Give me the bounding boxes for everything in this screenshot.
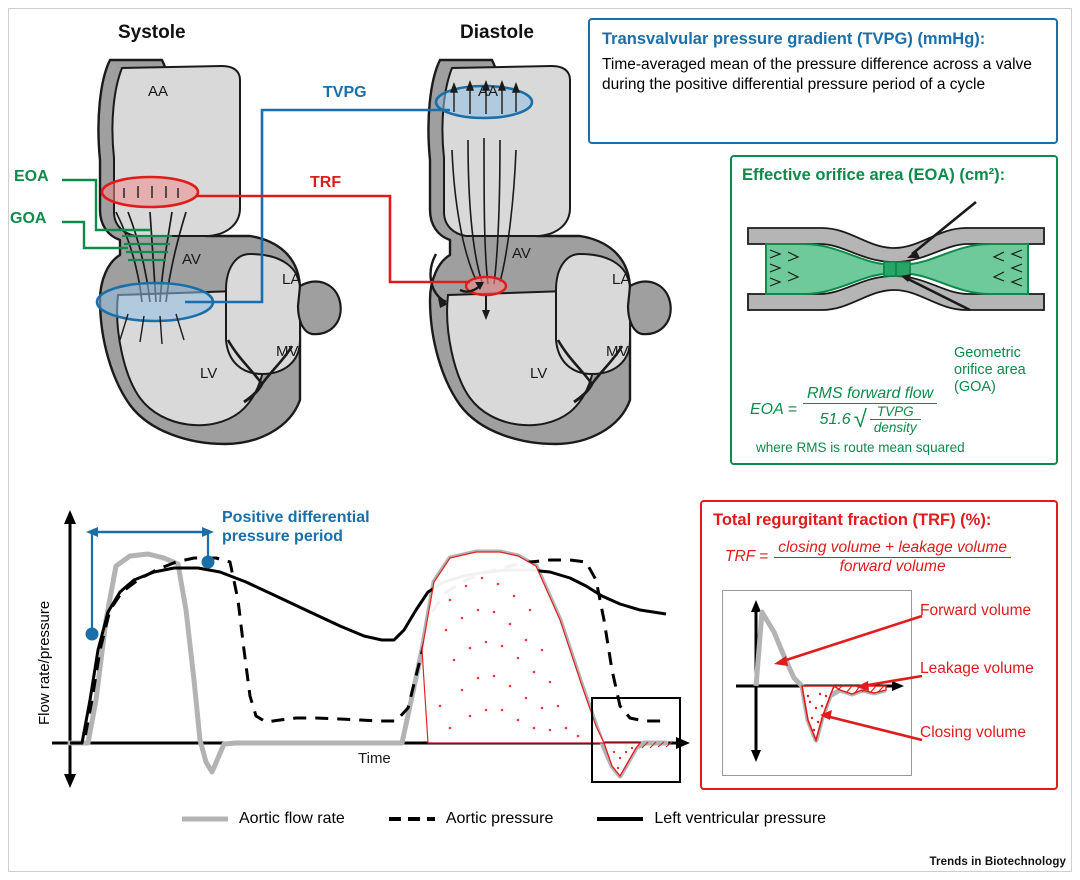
trf-formula-numerator: closing volume + leakage volume [778, 538, 1007, 556]
svg-text:MV: MV [606, 343, 629, 360]
legend-swatch-dashed-black [387, 813, 437, 825]
trf-formula-lhs: TRF = [725, 548, 769, 566]
trf-formula-fraction [774, 539, 1011, 576]
graph-annotation [222, 508, 370, 546]
legend-swatch-solid-gray [180, 813, 230, 825]
eoa-formula-numerator: RMS forward flow [806, 385, 934, 402]
eoa-formula [750, 385, 937, 435]
eoa-formula-lhs: EOA = [750, 401, 797, 418]
panel-eoa [730, 155, 1058, 465]
svg-text:AA: AA [478, 83, 499, 100]
svg-text:MV: MV [276, 343, 299, 360]
legend-item-lv-pressure [595, 810, 826, 828]
eoa-formula-den-prefix: 51.6 [819, 410, 851, 428]
eoa-orifice-schematic [744, 192, 1050, 342]
trf-formula-denominator: forward volume [774, 557, 1011, 576]
svg-text:LV: LV [530, 365, 548, 382]
legend-label-lv-pressure: Left ventricular pressure [654, 810, 827, 827]
graph-x-axis-label: Time [358, 750, 391, 767]
source-credit: Trends in Biotechnology [929, 856, 1066, 868]
graph-legend [180, 810, 826, 828]
panel-tvpg-body: Time-averaged mean of the pressure difference across a valve during the positive differential pressure period of a cycle [602, 55, 1032, 94]
svg-text:LA: LA [282, 271, 301, 288]
svg-text:AA: AA [148, 83, 169, 100]
trf-annotation-forward-volume: Forward volume [920, 602, 1032, 619]
eoa-goa-caption-line2: orifice area [954, 362, 1026, 379]
legend-item-aortic-flow-rate [180, 810, 345, 828]
eoa-formula-fraction [803, 385, 937, 435]
eoa-goa-caption [954, 345, 1026, 396]
waveform-zoom-box [592, 698, 680, 782]
legend-swatch-solid-black [595, 813, 645, 825]
svg-text:LV: LV [200, 365, 218, 382]
callout-goa-label: GOA [10, 210, 47, 227]
sqrt-icon: √ [853, 405, 867, 433]
trf-annotation-closing-volume: Closing volume [920, 724, 1026, 741]
callout-tvpg-label: TVPG [323, 84, 367, 101]
eoa-goa-caption-line3: (GOA) [954, 379, 996, 396]
callout-eoa-label: EOA [14, 168, 49, 185]
eoa-formula-note: where RMS is route mean squared [756, 440, 965, 455]
legend-item-aortic-pressure [387, 810, 554, 828]
panel-trf [700, 500, 1058, 790]
trf-annotation-leakage-volume: Leakage volume [920, 660, 1034, 677]
svg-text:AV: AV [512, 245, 531, 262]
eoa-formula-sqrt-fraction [870, 404, 921, 435]
panel-eoa-title: Effective orifice area (EOA) (cm²): [742, 166, 1006, 184]
eoa-formula-denominator [803, 403, 937, 435]
panel-tvpg [588, 18, 1058, 144]
trf-formula [725, 539, 1045, 576]
legend-label-aortic-flow-rate: Aortic flow rate [239, 810, 345, 827]
panel-trf-title: Total regurgitant fraction (TRF) (%): [713, 511, 992, 529]
graph-annotation-line2: pressure period [222, 528, 343, 546]
callout-trf-label: TRF [310, 174, 342, 191]
svg-text:AV: AV [182, 251, 201, 268]
systole-title: Systole [118, 22, 186, 43]
graph-annotation-line1: Positive differential [222, 509, 370, 526]
eoa-goa-caption-line1: Geometric [954, 345, 1021, 361]
graph-y-axis-label: Flow rate/pressure [36, 600, 53, 725]
legend-label-aortic-pressure: Aortic pressure [445, 810, 554, 827]
panel-tvpg-title: Transvalvular pressure gradient (TVPG) (mmHg): [602, 30, 986, 48]
eoa-formula-sqrt-num: TVPG [876, 404, 914, 419]
svg-text:LA: LA [612, 271, 631, 288]
eoa-formula-sqrt-den: density [870, 419, 921, 435]
diastole-title: Diastole [460, 22, 534, 43]
